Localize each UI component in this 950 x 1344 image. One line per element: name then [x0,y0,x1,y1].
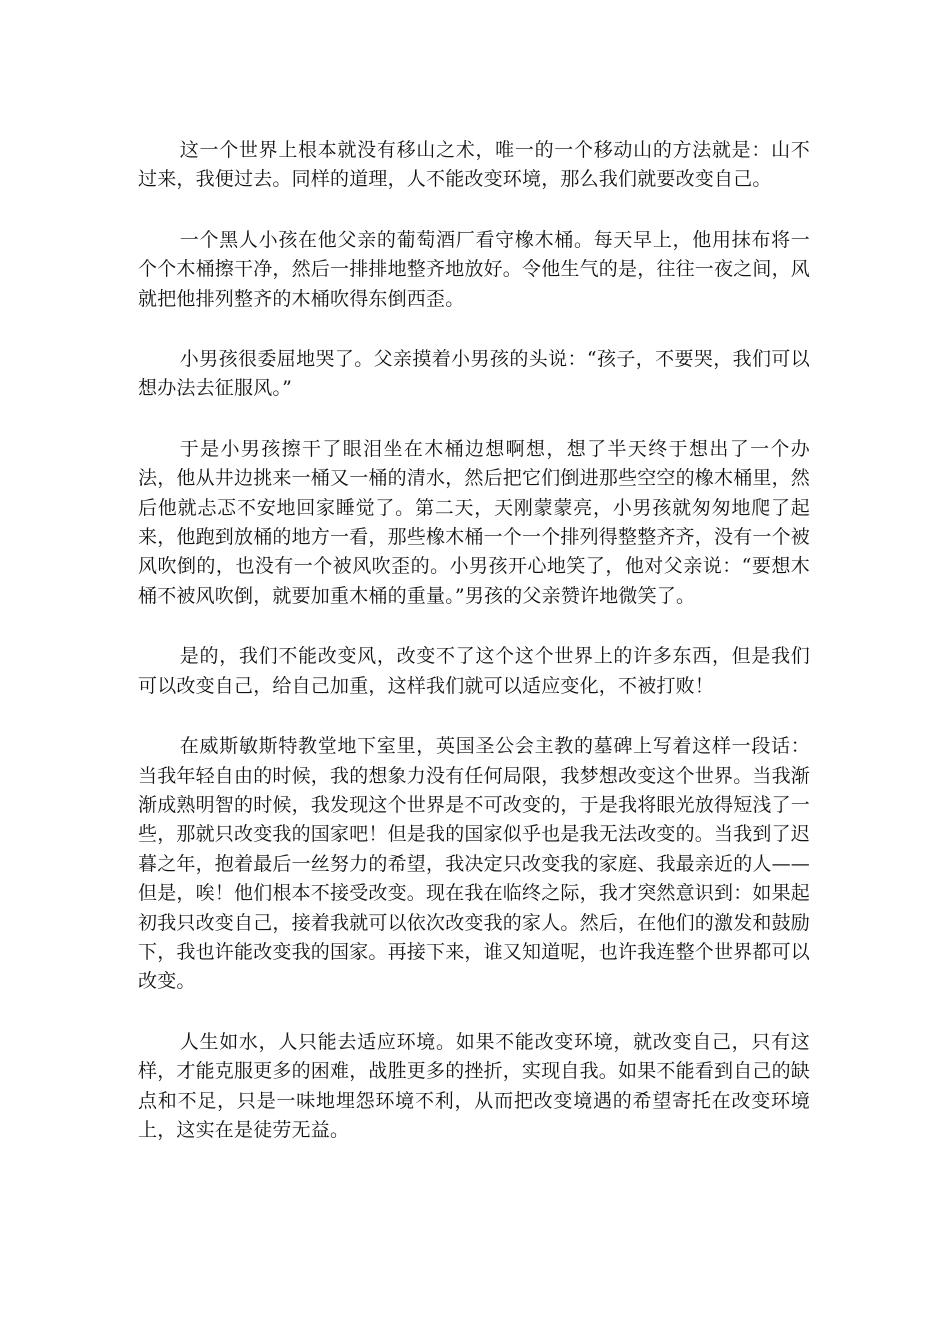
paragraph-4: 于是小男孩擦干了眼泪坐在木桶边想啊想，想了半天终于想出了一个办法，他从井边挑来一桶又一桶的清水，然后把它们倒进那些空空的橡木桶里，然后他就忐忑不安地回家睡觉了。第二天，天刚蒙蒙亮，小男孩就匆匆地爬了起来，他跑到放桶的地方一看，那些橡木桶一个一个排列得整整齐齐，没有一个被风吹倒的，也没有一个被风吹歪的。小男孩开心地笑了，他对父亲说：“要想木桶不被风吹倒，就要加重木桶的重量。”男孩的父亲赞许地微笑了。 [138,437,811,607]
paragraph-1: 这一个世界上根本就没有移山之术，唯一的一个移动山的方法就是：山不过来，我便过去。同样的道理，人不能改变环境，那么我们就要改变自己。 [138,139,810,191]
article-body [138,136,810,1176]
paragraph-7: 人生如水，人只能去适应环境。如果不能改变环境，就改变自己，只有这样，才能克服更多的困难，战胜更多的挫折，实现自我。如果不能看到自己的缺点和不足，只是一味地埋怨环境不利，从而把改变境遇的希望寄托在改变环境上，这实在是徒劳无益。 [138,1030,811,1141]
paragraph-5: 是的，我们不能改变风，改变不了这个这个世界上的许多东西，但是我们可以改变自己，给自己加重，这样我们就可以适应变化，不被打败！ [138,645,810,697]
paragraph-2: 一个黑人小孩在他父亲的葡萄酒厂看守橡木桶。每天早上，他用抹布将一个个木桶擦干净，然后一排排地整齐地放好。令他生气的是，往往一夜之间，风就把他排列整齐的木桶吹得东倒西歪。 [138,228,811,310]
paragraph-6: 在威斯敏斯特教堂地下室里，英国圣公会主教的墓碑上写着这样一段话：当我年轻自由的时候，我的想象力没有任何局限，我梦想改变这个世界。当我渐渐成熟明智的时候，我发现这个世界是不可改变的，于是我将眼光放得短浅了一些，那就只改变我的国家吧！但是我的国家似乎也是我无法改变的。当我到了迟暮之年，抱着最后一丝努力的希望，我决定只改变我的家庭、我最亲近的人——但是，唉！他们根本不接受改变。现在我在临终之际，我才突然意识到：如果起初我只改变自己，接着我就可以依次改变我的家人。然后，在他们的激发和鼓励下，我也许能改变我的国家。再接下来，谁又知道呢，也许我连整个世界都可以改变。 [138,735,811,993]
paragraph-3: 小男孩很委屈地哭了。父亲摸着小男孩的头说：“孩子，不要哭，我们可以想办法去征服风。” [138,348,810,400]
